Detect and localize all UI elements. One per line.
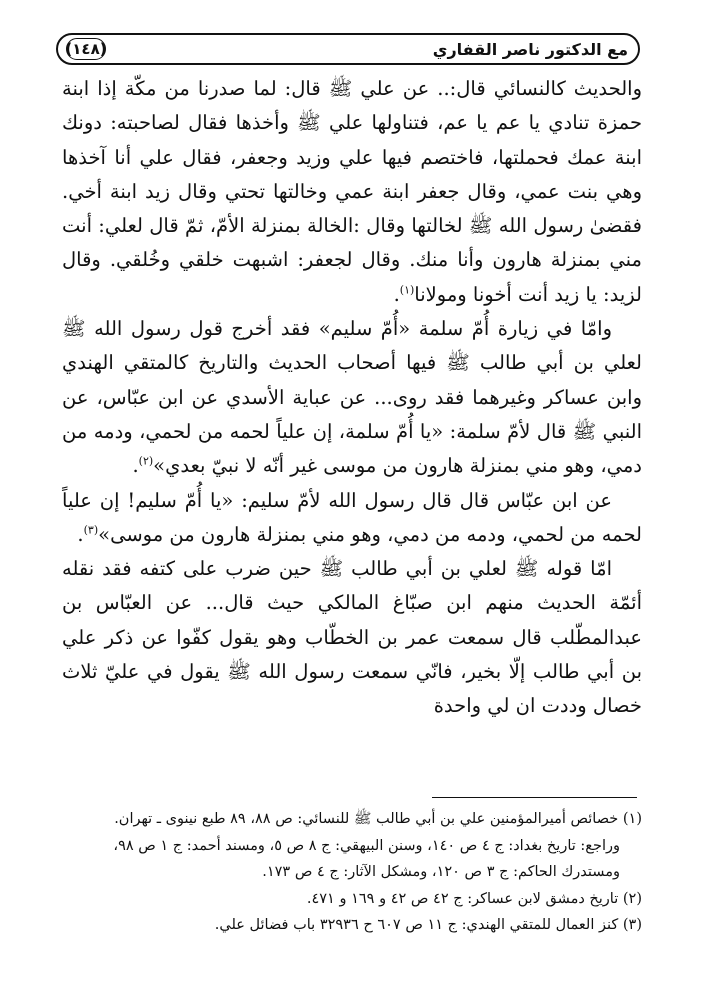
footnote-1-line-3: ومستدرك الحاكم: ج ٣ ص ١٢٠، ومشكل الآثار: ج ٤ ص ١٧٣.: [262, 864, 620, 881]
paragraph-1: والحديث كالنسائي قال:.. عن علي ﷺ قال: لما صدرنا من مكّة إذا ابنة حمزة تنادي يا عم يا عم، فتناولها علي ﷺ وأخذها فقال لصاحبته: دونك ابنة عمك فحملتها، فاختصم فيها علي وزيد وجعفر، فقال علي أنا آخذها وهي بنت عمي، وقال جعفر ابنة عمي وخالتها تحتي وقال زيد ابنة أخي. فقضىٰ رسول الله ﷺ لخالتها وقال :الخالة بمنزلة الأمّ، ثمّ قال لعلي: أنت مني بمنزلة هارون وأنا منك. وقال لجعفر: اشبهت خلقي وخُلقي. وقال لزيد: يا زيد أنت أخونا ومولانا$^{(١)}$.: [62, 77, 642, 306]
footnote-1-line-1: (١) خصائص أميرالمؤمنين علي بن أبي طالب ﷺ للنسائي: ص ٨٨، ٨٩ طبع نينوى ـ تهران.: [114, 811, 642, 827]
running-title: مع الدكتور ناصر القفاري: [432, 39, 628, 59]
footnote-3: (٣) كنز العمال للمتقي الهندي: ج ١١ ص ٦٠٧ ح ٣٢٩٣٦ باب فضائل علي.: [214, 917, 642, 934]
footnote-ref-3: (٣): [83, 523, 99, 537]
page-number: (١٤٨): [65, 40, 107, 58]
footnote-1-line-2: وراجع: تاريخ بغداد: ج ٤ ص ١٤٠، وسنن البيهقي: ج ٨ ص ٥، ومسند أحمد: ج ١ ص ٩٨،: [113, 837, 620, 854]
footnote-ref-1: (١): [399, 283, 415, 297]
main-text: [62, 72, 642, 724]
paragraph-3: عن ابن عبّاس قال قال رسول الله لأمّ سليم: «يا أُمّ سليم! إن علياً لحمه من لحمي، ودمه من دمي، وهو مني بمنزلة هارون من موسى»$^{(٣)}$.: [62, 488, 642, 546]
footnotes: [62, 806, 642, 939]
footnote-2: (٢) تاريخ دمشق لابن عساكر: ج ٤٢ ص ٤٢ و ١٦٩ و ٤٧١.: [306, 890, 642, 907]
footnote-ref-2: (٢): [138, 454, 154, 468]
paragraph-4: امّا قوله ﷺ لعلي بن أبي طالب ﷺ حين ضرب على كتفه فقد نقله أئمّة الحديث منهم ابن صبّاغ المالكي حيث قال... عن العبّاس بن عبدالمطّلب قال سمعت عمر بن الخطّاب وهو يقول كفّوا عن ذكر علي بن أبي طالب إلّا بخير، فانّي سمعت رسول الله ﷺ يقول في عليّ ثلاث خصال وددت ان لي واحدة: [62, 557, 642, 718]
page-header: [56, 33, 640, 65]
footnote-separator: [432, 797, 637, 798]
paragraph-2: وامّا في زيارة أُمّ سلمة «أُمّ سليم» فقد أخرج قول رسول الله ﷺ لعلي بن أبي طالب ﷺ فيها أصحاب الحديث والتاريخ كالمتقي الهندي وابن عساكر وغيرهما فقد روى... عن عباية الأسدي عن ابن عبّاس، عن النبي ﷺ قال لأمّ سلمة: «يا أُمّ سلمة، إن علياً لحمه من لحمي، ودمه من دمي، وهو مني بمنزلة هارون من موسى غير أنّه لا نبيّ بعدي»$^{(٢)}$.: [62, 317, 642, 478]
